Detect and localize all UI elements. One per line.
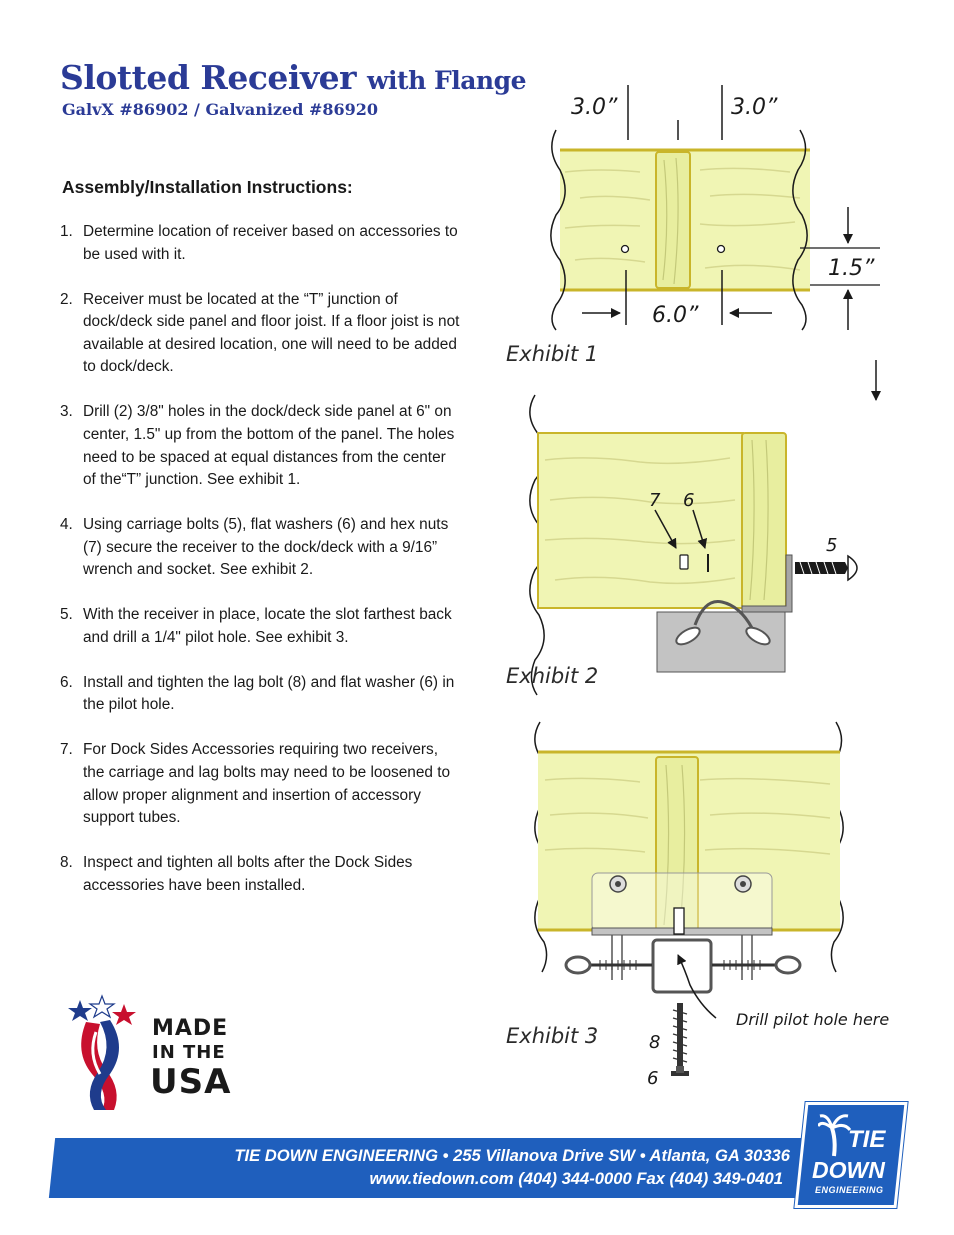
logo-down: DOWN (812, 1157, 885, 1183)
logo-tie: TIE (848, 1126, 886, 1153)
instruction-step (60, 289, 460, 379)
step-number: 6. (60, 673, 73, 691)
hex-nut (680, 555, 688, 569)
step-number: 8. (60, 854, 73, 872)
step-number: 3. (60, 403, 73, 421)
lag-bolt (677, 1003, 683, 1074)
callout-washer: 6 (683, 490, 695, 511)
instruction-step (60, 739, 460, 829)
instruction-step (60, 604, 460, 649)
instruction-step (60, 221, 460, 266)
footer-address: TIE DOWN ENGINEERING • 255 Villanova Drive SW • Atlanta, GA 30336 (234, 1146, 790, 1165)
step-number: 7. (60, 741, 73, 759)
dim-right-label: 3.0” (731, 95, 778, 120)
step-text: With the receiver in place, locate the slot farthest back and drill a 1/4" pilot hole. See exhibit 3. (83, 606, 452, 646)
palm-tree-icon (818, 1110, 852, 1158)
usa-line1: MADE (152, 1016, 229, 1041)
installation-diagrams (480, 80, 920, 1100)
title-sub: with Flange (367, 66, 526, 95)
callout-carriage-bolt: 5 (826, 535, 838, 556)
step-text: Determine location of receiver based on accessories to be used with it. (83, 223, 458, 263)
instructions-heading: Assembly/Installation Instructions: (62, 177, 353, 197)
floor-joist (742, 433, 786, 608)
step-text: Receiver must be located at the “T” junction of dock/deck side panel and floor joist. If a floor joist is not available at desired location, one will need to be added to dock/deck. (83, 290, 460, 376)
page-title (60, 58, 526, 97)
exhibit-1-diagram (551, 85, 880, 400)
dim-left-label: 3.0” (571, 95, 618, 120)
drill-hole (718, 246, 725, 253)
floor-joist (656, 152, 690, 288)
usa-line3: USA (150, 1062, 232, 1102)
footer-contact: www.tiedown.com (404) 344-0000 Fax (404) 349-0401 (369, 1169, 783, 1188)
exhibit-3-label: Exhibit 3 (506, 1024, 599, 1048)
step-text: Install and tighten the lag bolt (8) and flat washer (6) in the pilot hole. (83, 673, 455, 714)
instruction-step (60, 672, 460, 717)
callout-lag-bolt: 8 (649, 1032, 661, 1053)
callout-lag-washer: 6 (647, 1068, 659, 1089)
made-in-usa-badge (66, 992, 236, 1112)
step-number: 4. (60, 516, 73, 534)
dim-bottom-label: 6.0” (652, 303, 699, 328)
instruction-step (60, 514, 460, 582)
drill-hole (622, 246, 629, 253)
step-text: Inspect and tighten all bolts after the Dock Sides accessories have been installed. (83, 854, 413, 894)
part-numbers: GalvX #86902 / Galvanized #86920 (62, 100, 379, 119)
step-text: For Dock Sides Accessories requiring two receivers, the carriage and lag bolts may need to be loosened to allow proper alignment and insertion of accessory support tubes. (83, 741, 451, 827)
title-main: Slotted Receiver (60, 58, 357, 97)
instruction-step (60, 401, 460, 491)
instruction-list (60, 221, 460, 920)
exhibit-2-diagram (530, 395, 857, 695)
step-number: 2. (60, 290, 73, 308)
usa-line2: IN THE (152, 1042, 226, 1063)
flag-ribbon-icon (66, 992, 146, 1112)
step-text: Using carriage bolts (5), flat washers (6) and hex nuts (7) secure the receiver to the dock/deck with a 9/16” wrench and socket. See exhibit 2. (83, 516, 449, 579)
callout-hex-nut: 7 (649, 490, 661, 511)
logo-engineering: ENGINEERING (815, 1185, 884, 1195)
exhibit-1-label: Exhibit 1 (506, 342, 599, 366)
step-text: Drill (2) 3/8" holes in the dock/deck side panel at 6" on center, 1.5" up from the bottom of the panel. The holes need to be spaced at equal distances from the center of the“T” junction. See exhibit 1. (83, 403, 455, 489)
dim-height-label: 1.5” (828, 256, 875, 281)
receiver-tube (653, 940, 711, 992)
step-number: 1. (60, 223, 73, 240)
pilot-slot (674, 908, 684, 934)
step-number: 5. (60, 606, 73, 624)
instruction-step (60, 852, 460, 897)
exhibit-2-label: Exhibit 2 (506, 664, 599, 688)
callout-pilot-hole: Drill pilot hole here (736, 1010, 890, 1029)
